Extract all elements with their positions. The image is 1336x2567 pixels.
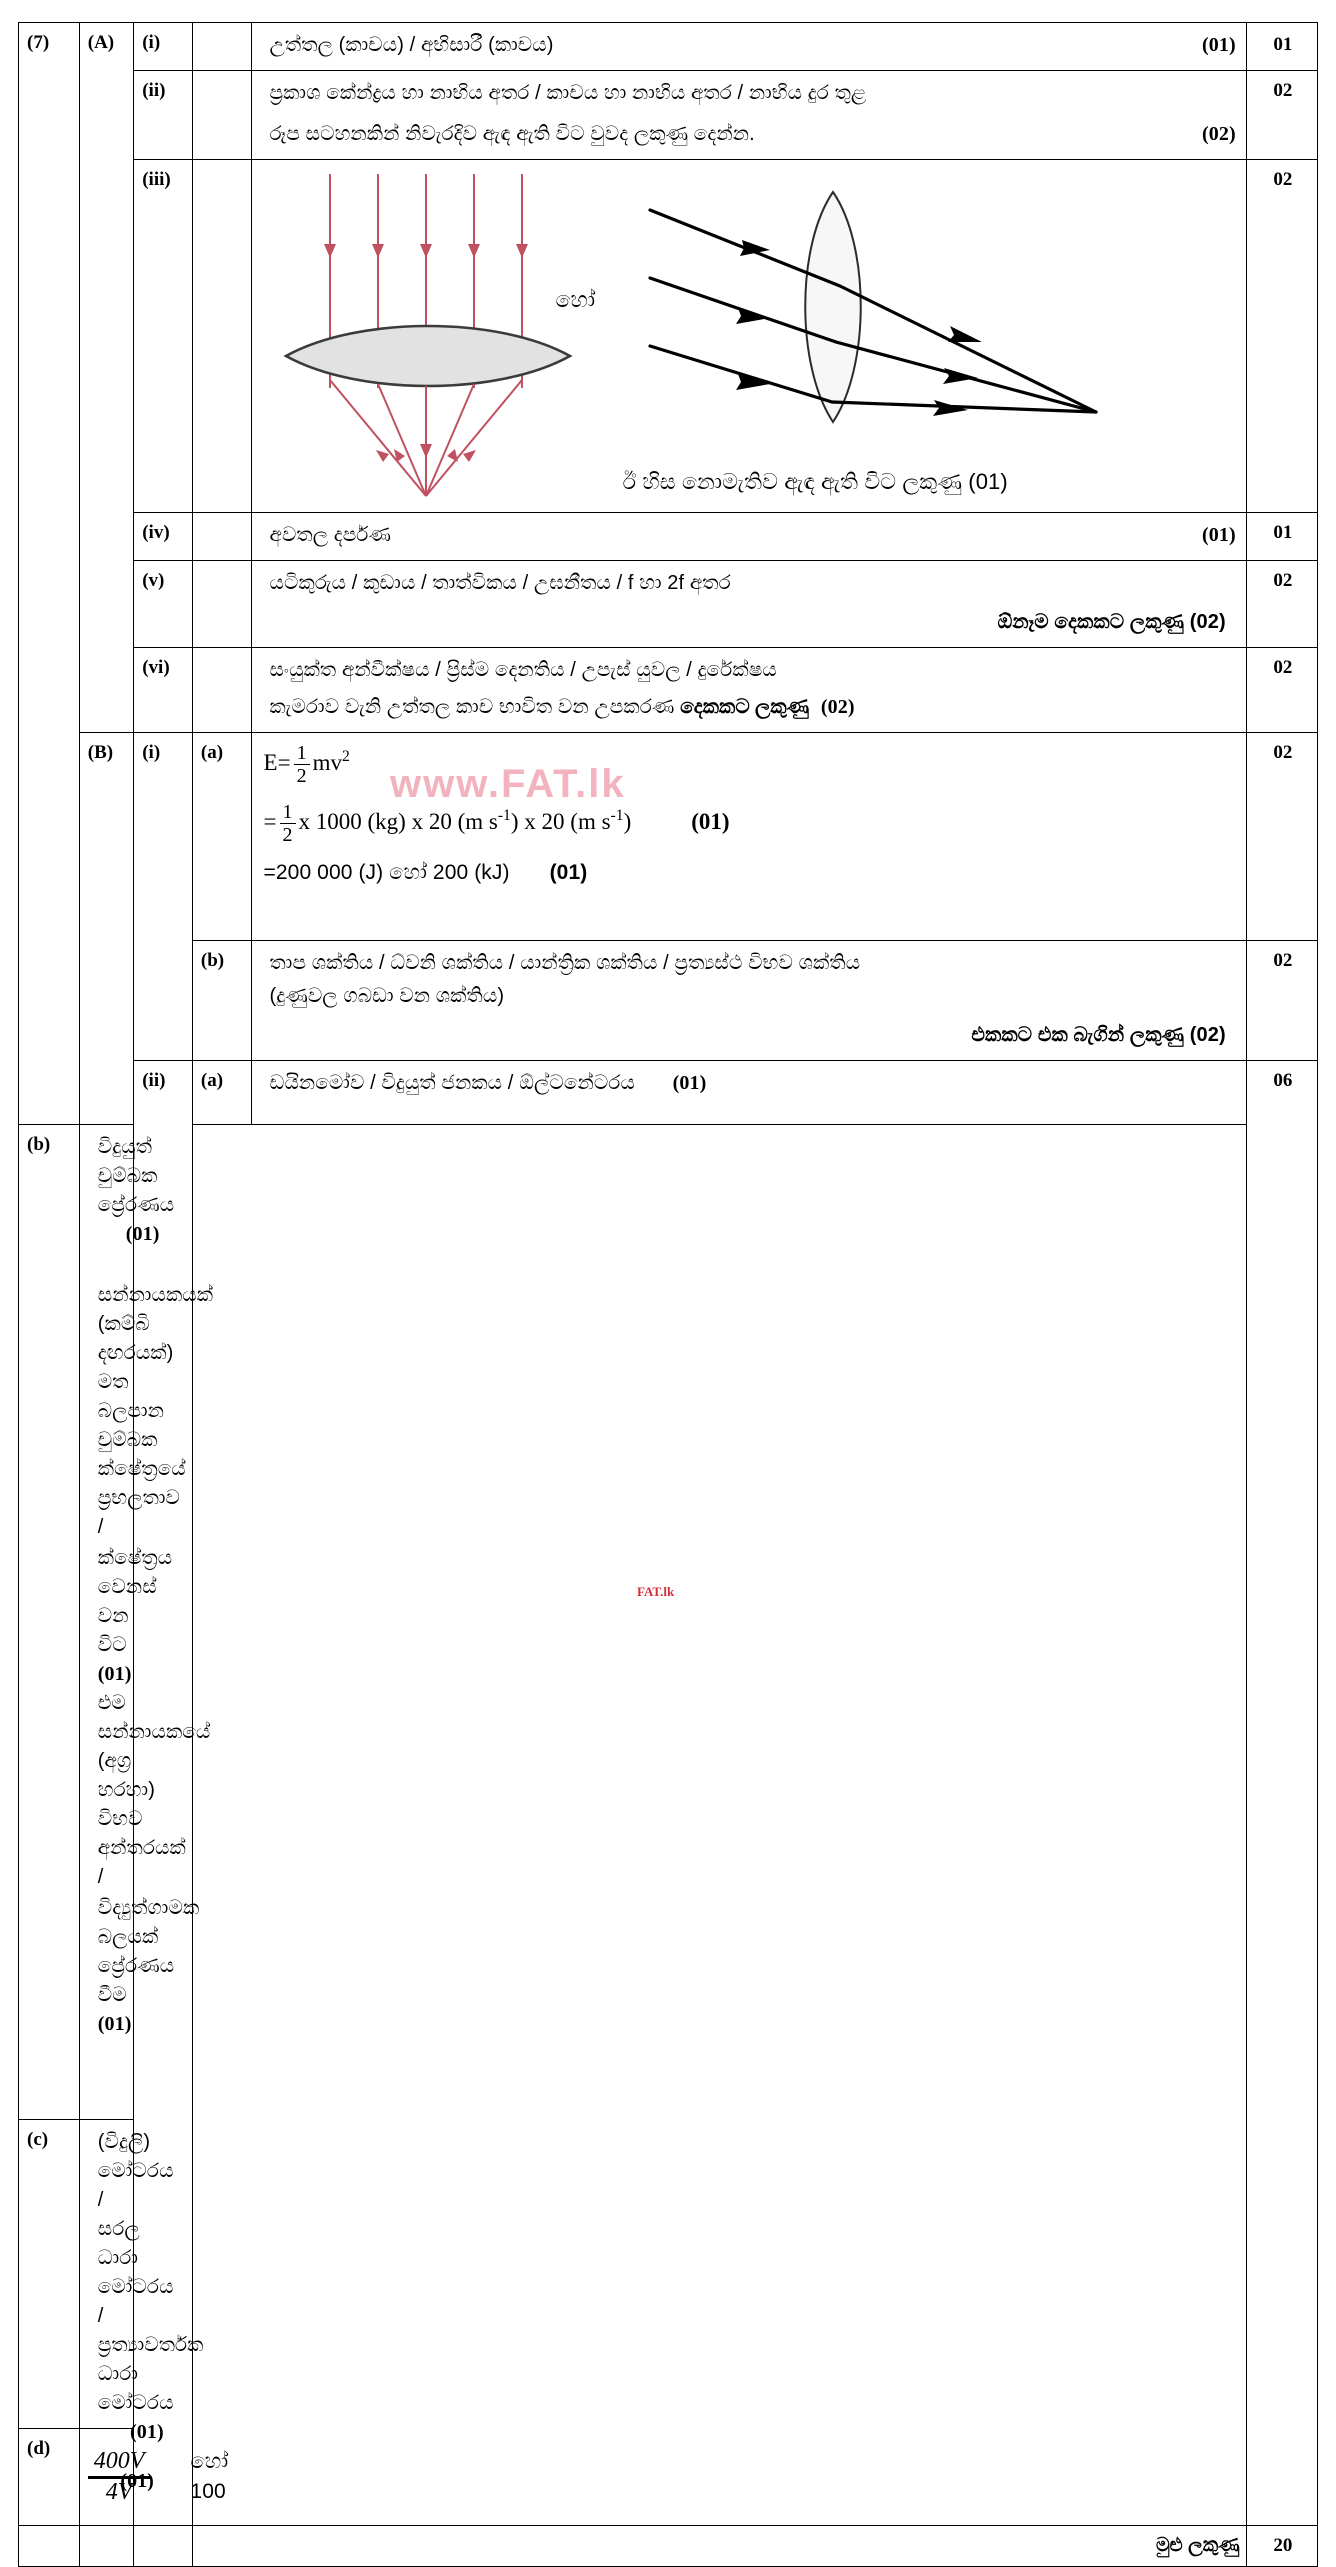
answer-b-i-b-line2: (දුණුවල ගබඩා වන ශක්තිය)	[269, 985, 505, 1008]
formula-line3-text: =200 000 (J) හෝ 200 (kJ)	[263, 861, 510, 884]
letter-cell-empty	[192, 23, 251, 71]
table-row	[19, 513, 1318, 561]
table-row	[19, 160, 1318, 513]
formula-exponent: 2	[341, 748, 350, 766]
answer-a-vi-line2-bold: දෙකකට ලකුණු	[680, 696, 810, 718]
one-half-fraction: $\frac{1}{2}$	[294, 743, 310, 786]
formula-line2-exp1: -1	[497, 807, 511, 825]
roman-ii: (ii)	[134, 71, 193, 160]
table-row	[19, 2429, 1318, 2526]
answer-a-v-note: ඕනෑම දෙකකට ලකුණු (02)	[997, 611, 1226, 633]
roman-iii: (iii)	[134, 160, 193, 513]
roman-v: (v)	[134, 561, 193, 648]
total-empty-2	[79, 2526, 133, 2567]
roman-b-ii: (ii)	[134, 1061, 193, 2526]
answer-a-i	[251, 23, 1246, 71]
answer-b-i-a	[251, 733, 1246, 941]
formula-lhs: E=	[263, 749, 291, 775]
total-marks-value: 20	[1246, 2526, 1317, 2567]
answer-b-ii-b-line2: සන්නායකයක් (කම්බි දඟරයක්) මත බලපාන චුම්බක ක්ෂේත්‍රයේ ප්‍රභලතාව /	[97, 1284, 214, 1539]
marks-a-v: 02	[1246, 561, 1317, 648]
formula-line2-exp2: -1	[610, 807, 624, 825]
lens-shape	[805, 192, 861, 422]
letter-b-ii-a: (a)	[192, 1061, 251, 1125]
formula-line2-score: (01)	[691, 808, 730, 834]
answer-b-ii-b-line1-score: (01)	[125, 1223, 160, 1246]
marks-b-i-a: 02	[1246, 733, 1317, 941]
marks-a-vi: 02	[1246, 648, 1317, 733]
roman-b-i: (i)	[134, 733, 193, 1061]
marking-scheme-table	[18, 22, 1318, 2567]
answer-b-ii-b-line1: විදුයුත් චුම්බක ප්‍රේරණය	[97, 1136, 175, 1217]
roman-iv: (iv)	[134, 513, 193, 561]
marks-b-i-b: 02	[1246, 941, 1317, 1061]
answer-a-ii	[251, 71, 1246, 160]
table-row	[19, 2120, 1318, 2429]
answer-b-ii-b-line3a: ක්ෂේත්‍රය වෙනස් වන විට	[97, 1547, 173, 1657]
lens-shape	[286, 326, 570, 386]
marks-a-ii: 02	[1246, 71, 1317, 160]
answer-b-ii-b	[79, 1125, 214, 2120]
answer-a-vi-line2-plain: කැමරාව වැනි උත්තල කාච භාවිත වන උපකරණ	[269, 696, 681, 718]
table-row	[19, 23, 1318, 71]
formula-line3-score: (01)	[549, 861, 588, 884]
lens-ray-diagrams	[268, 166, 1240, 506]
letter-cell-empty	[192, 561, 251, 648]
letter-b-ii-b: (b)	[19, 1125, 80, 2120]
voltage-ratio-row	[88, 2435, 229, 2519]
answer-b-i-b-line1: තාප ශක්තිය / ධ්වනි ශක්තිය / යාන්ත්‍රික ශක්තිය / ප්‍රත්‍යස්ථ විභව ශක්තිය	[269, 952, 861, 975]
answer-a-i-text: උත්තල (කාචය) / අභිසාරී (කාචය)	[269, 34, 554, 56]
letter-cell-empty	[192, 513, 251, 561]
formula-line2-mid: ) x 20 (m s	[510, 808, 611, 834]
table-row	[19, 733, 1318, 941]
answer-a-v	[251, 561, 1246, 648]
total-empty-3	[134, 2526, 193, 2567]
kinetic-energy-working	[264, 743, 1240, 884]
formula-line2-prefix: =	[263, 808, 277, 834]
answer-a-iv	[251, 513, 1246, 561]
table-row	[19, 1125, 1318, 2120]
answer-a-vi-line2-score: (02)	[820, 696, 855, 718]
diagram-caption: ඊ හිස නොමැතිව ඇඳ ඇති විට ලකුණු (01)	[622, 469, 1008, 494]
letter-cell-empty	[192, 648, 251, 733]
table-row-total	[19, 2526, 1318, 2567]
answer-a-iv-score: (01)	[1201, 524, 1236, 546]
table-row	[19, 71, 1318, 160]
formula-line-3	[264, 861, 1240, 884]
formula-line-2	[264, 802, 1240, 845]
letter-cell-empty	[192, 71, 251, 160]
voltage-ratio-numerator: 400V	[93, 2448, 145, 2474]
watermark-main: www.FAT.lk	[390, 762, 626, 806]
answer-b-ii-b-line3b: එම සන්නායකයේ (අග්‍ර හරහා) විභව අන්තරයක් /	[97, 1692, 211, 1889]
total-empty-1	[19, 2526, 80, 2567]
formula-line-1	[264, 743, 1240, 786]
convex-lens-diagram-vertical	[278, 166, 608, 506]
answer-b-ii-b-line4a: විද්‍යුත්ගාමක බලයක් ප්‍රේරණය වීම	[97, 1897, 200, 2007]
letter-b-ii-d: (d)	[19, 2429, 80, 2526]
answer-b-ii-d	[79, 2429, 229, 2526]
one-half-fraction-2: $\frac{1}{2}$	[280, 802, 296, 845]
answer-b-ii-b-line3-score: (01)	[97, 1663, 132, 1686]
formula-line2-rest: x 1000 (kg) x 20 (m s	[298, 808, 498, 834]
voltage-ratio-or-text: හෝ 100	[190, 2449, 229, 2504]
marks-b-ii: 06	[1246, 1061, 1317, 2526]
section-label-a: (A)	[79, 23, 133, 733]
answer-a-ii-score: (02)	[1201, 123, 1236, 145]
watermark-footer: FAT.lk	[637, 1584, 675, 1599]
answer-b-ii-a-text: ඩයිනමෝව / විදුයුත් ජනකය / ඕල්ටනේටරය	[269, 1072, 635, 1095]
answer-b-ii-c-text: (විදුලි) මෝටරය / සරල ධාරා මෝටරය / ප්‍රත්‍යාවර්තක ධාරා මෝටරය	[97, 2131, 204, 2415]
answer-a-vi	[251, 648, 1246, 733]
answer-a-ii-line1: ප්‍රකාශ කේන්ද්‍රය හා නාභිය අතර / කාචය හා නාභිය අතර / නාභිය දුර තුළ	[269, 82, 867, 104]
marks-a-iv: 01	[1246, 513, 1317, 561]
answer-b-ii-d-score: (01)	[120, 2470, 154, 2493]
question-number: (7)	[19, 23, 80, 1125]
formula-line2-end: )	[623, 808, 632, 834]
convex-lens-diagram-oblique	[618, 174, 1148, 454]
answer-b-i-b	[251, 941, 1246, 1061]
answer-b-ii-b-line4-score: (01)	[97, 2013, 132, 2036]
table-row	[19, 648, 1318, 733]
table-row	[19, 941, 1318, 1061]
answer-a-vi-line1: සංයුක්ත අන්වීක්ෂය / ප්‍රිස්ම දෙනතිය / උපැස් යුවල / දුරේක්ෂය	[269, 659, 777, 681]
answer-b-ii-a	[251, 1061, 1246, 1125]
table-row	[19, 561, 1318, 648]
section-label-b: (B)	[79, 733, 133, 1125]
letter-b-ii-c: (c)	[19, 2120, 80, 2429]
total-marks-label: මුළු ලකුණු	[192, 2526, 1246, 2567]
letter-b-i-a: (a)	[192, 733, 251, 941]
letter-cell-empty	[192, 160, 251, 513]
answer-a-iii-diagram	[251, 160, 1246, 513]
answer-a-v-line1: යටිකුරුය / කුඩාය / තාත්විකය / උඝනීතය / f හා 2f අතර	[269, 572, 731, 594]
answer-a-ii-line2: රූප සටහනකින් නිවැරදිව ඇඳ ඇති විට වුවද ලකුණු දෙන්න.	[269, 123, 755, 145]
answer-b-ii-c-score: (01)	[130, 2421, 164, 2444]
answer-b-ii-a-score: (01)	[672, 1072, 707, 1095]
answer-b-i-b-note: එකකට එක බැගින් ලකුණු (02)	[971, 1024, 1226, 1047]
answer-a-i-score: (01)	[1201, 34, 1236, 56]
marks-a-i: 01	[1246, 23, 1317, 71]
answer-b-ii-c	[79, 2120, 204, 2444]
answer-a-iv-text: අවතල දර්පණ	[269, 524, 392, 546]
roman-vi: (vi)	[134, 648, 193, 733]
roman-i: (i)	[134, 23, 193, 71]
formula-rhs: mv	[312, 749, 342, 775]
voltage-ratio-denominator: 4V	[88, 2476, 151, 2507]
table-row	[19, 1061, 1318, 1125]
letter-b-i-b: (b)	[192, 941, 251, 1061]
diagram-or-label: හෝ	[555, 287, 596, 312]
marks-a-iii: 02	[1246, 160, 1317, 513]
